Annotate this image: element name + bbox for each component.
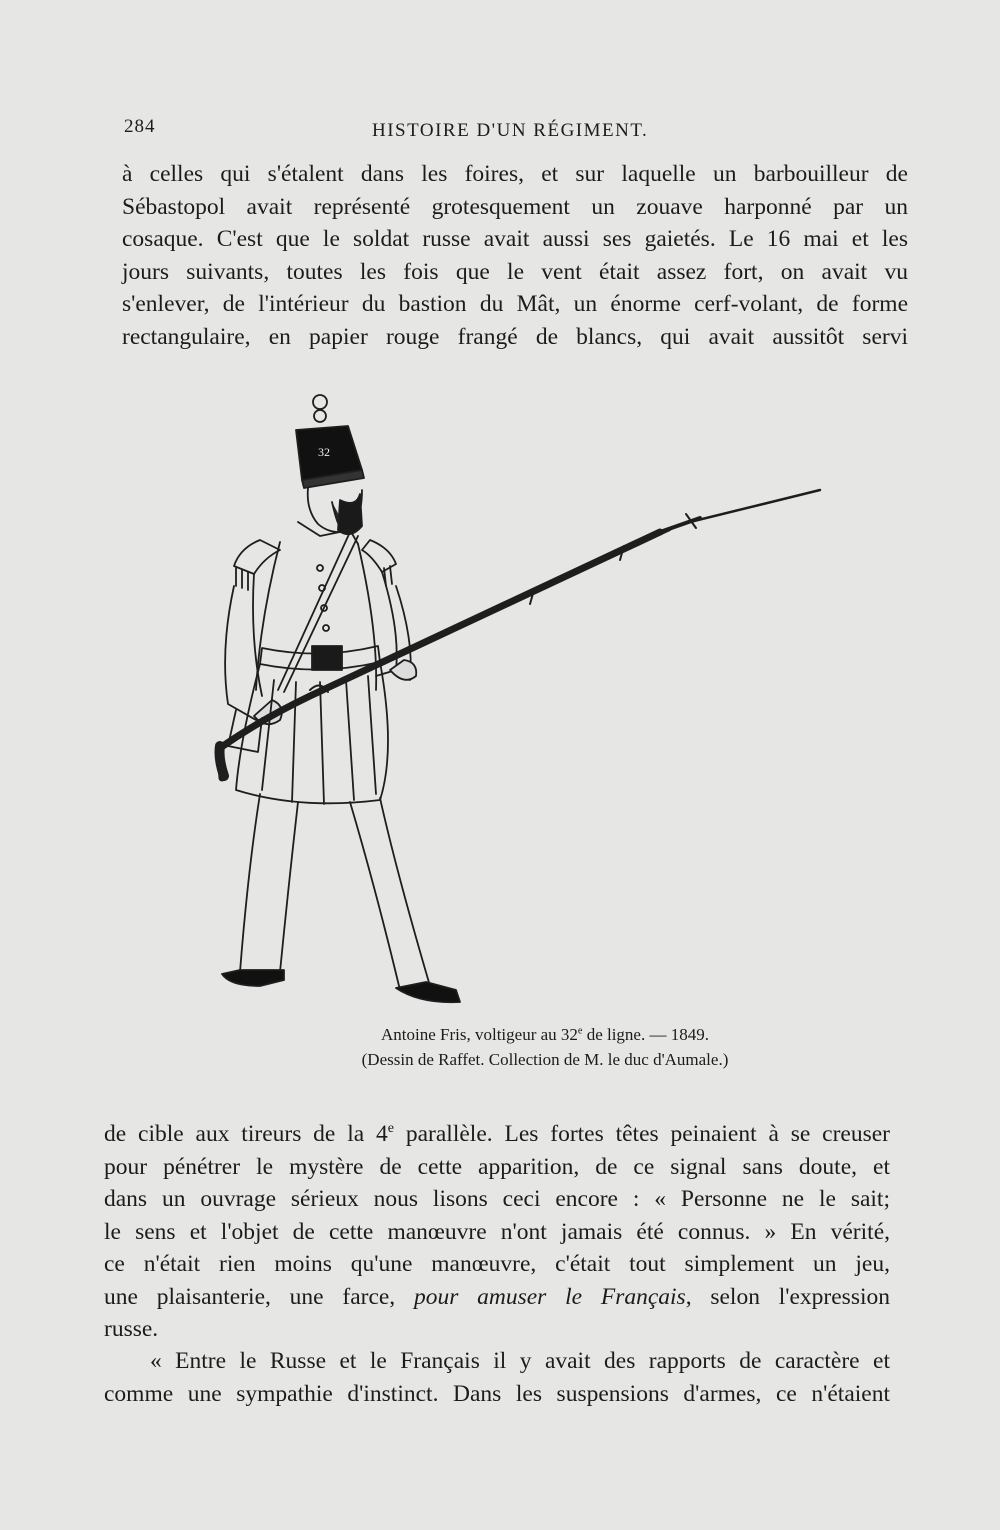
text-line: Sébastopol avait représenté grotesquement un zouave harponné par un: [122, 193, 908, 220]
text-line: [104, 1281, 890, 1314]
text-run: parallèle. Les fortes têtes peinaient à se creuser: [394, 1121, 890, 1147]
caption-sup: e: [577, 1025, 583, 1037]
text-line: dans un ouvrage sérieux nous lisons ceci encore : « Personne ne le sait;: [104, 1186, 890, 1212]
paragraph-top: [122, 158, 908, 353]
page-header: [124, 116, 664, 146]
figure-caption: [200, 1022, 890, 1072]
running-title: HISTOIRE D'UN RÉGIMENT.: [372, 120, 649, 141]
caption-text: de ligne. — 1849.: [582, 1025, 709, 1044]
caption-text: Antoine Fris, voltigeur au 32: [381, 1025, 578, 1044]
text-line: [104, 1118, 890, 1151]
text-line: le sens et l'objet de cette manœuvre n'ont jamais été connus. » En vérité,: [104, 1218, 890, 1245]
caption-line-1: [200, 1022, 890, 1047]
text-line: cosaque. C'est que le soldat russe avait aussi ses gaietés. Le 16 mai et les: [122, 226, 908, 252]
paragraph-bottom: [104, 1118, 890, 1346]
text-run: une plaisanterie, une farce,: [104, 1283, 414, 1310]
text-run: de cible aux tireurs de la 4: [104, 1121, 388, 1147]
text-line: comme une sympathie d'instinct. Dans les suspensions d'armes, ce n'étaient: [104, 1380, 890, 1407]
soldier-illustration: [200, 390, 840, 1010]
italic-phrase: pour amuser le Français: [413, 1283, 686, 1310]
text-line: « Entre le Russe et le Français il y avait des rapports de caractère et: [150, 1348, 890, 1374]
text-line: s'enlever, de l'intérieur du bastion du Mât, un énorme cerf-volant, de forme: [122, 291, 908, 317]
shako-number: 32: [318, 445, 330, 459]
text-line: à celles qui s'étalent dans les foires, et sur laquelle un barbouilleur de: [122, 161, 908, 187]
text-sup: e: [387, 1120, 395, 1137]
text-line: jours suivants, toutes les fois que le vent était assez fort, on avait vu: [122, 258, 908, 285]
text-line: rectangulaire, en papier rouge frangé de blancs, qui avait aussitôt servi: [122, 323, 908, 350]
paragraph-last: [104, 1345, 890, 1410]
caption-line-2: (Dessin de Raffet. Collection de M. le duc d'Aumale.): [361, 1050, 729, 1069]
text-line: ce n'était rien moins qu'une manœuvre, c'était tout simplement un jeu,: [104, 1251, 890, 1277]
text-run: , selon l'expression: [685, 1283, 891, 1310]
text-line: pour pénétrer le mystère de cette apparition, de ce signal sans doute, et: [104, 1153, 890, 1180]
text-line: russe.: [104, 1316, 159, 1342]
page-number: 284: [124, 116, 156, 137]
